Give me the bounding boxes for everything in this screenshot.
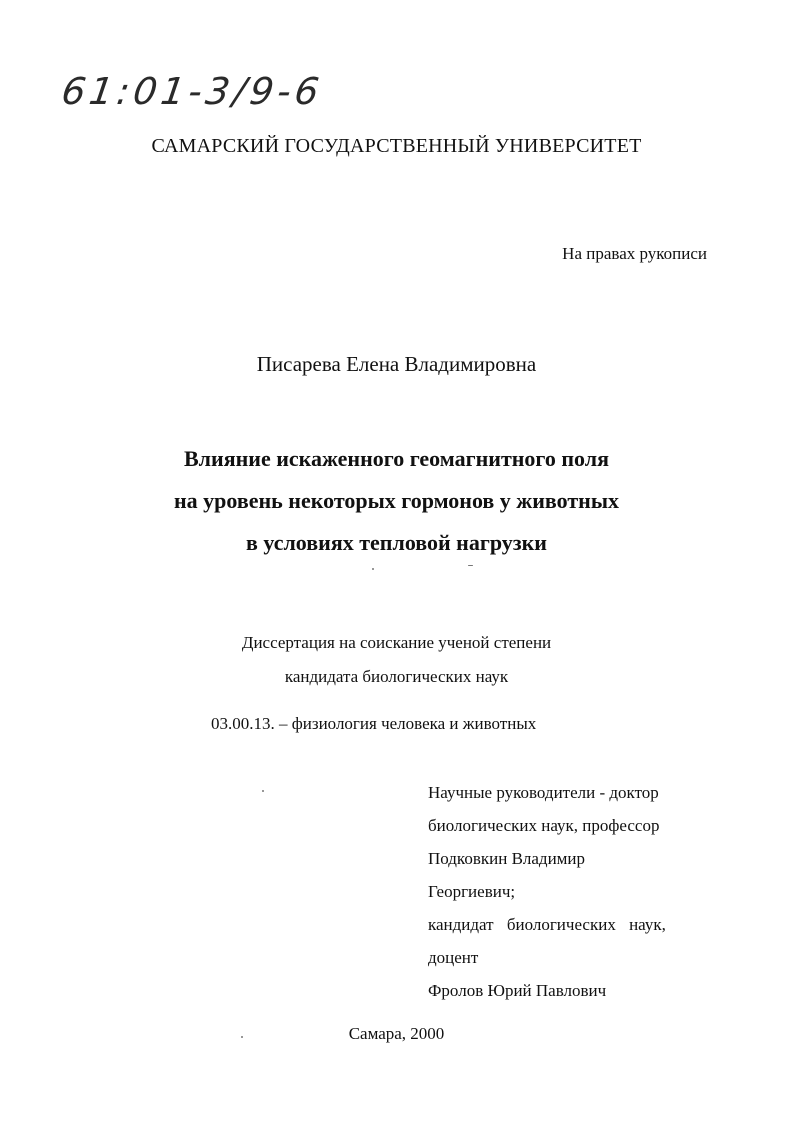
supervisor-line: биологических наук, профессор: [428, 816, 660, 835]
author-name: Писарева Елена Владимировна: [256, 352, 537, 376]
supervisor-line: Научные руководители - доктор: [428, 783, 659, 802]
city-year: Самара, 2000: [348, 1024, 445, 1043]
supervisor-line: Подковкин Владимир: [428, 849, 586, 868]
specialty-code: 03.00.13. – физиология человека и животных: [211, 714, 537, 733]
rights-note: На правах рукописи: [562, 244, 707, 263]
scan-speck: [468, 565, 473, 566]
supervisors-block: [428, 776, 666, 1007]
supervisor-line: доцент: [428, 948, 479, 967]
degree-statement: [0, 626, 793, 694]
supervisor-line: Георгиевич;: [428, 882, 516, 901]
supervisor-line: Фролов Юрий Павлович: [428, 981, 607, 1000]
scan-speck: [372, 568, 374, 570]
title-line: в условиях тепловой нагрузки: [246, 530, 547, 555]
degree-line: кандидата биологических наук: [284, 667, 509, 686]
archive-stamp: 61:01-3/9-6: [58, 70, 326, 113]
title-line: на уровень некоторых гормонов у животных: [173, 488, 620, 513]
supervisor-line: кандидат биологических наук,: [428, 915, 666, 934]
degree-line: Диссертация на соискание ученой степени: [241, 633, 552, 652]
scan-speck: [241, 1036, 243, 1038]
title-line: Влияние искаженного геомагнитного поля: [184, 446, 609, 471]
dissertation-title: [0, 438, 793, 564]
university-name: САМАРСКИЙ ГОСУДАРСТВЕННЫЙ УНИВЕРСИТЕТ: [151, 135, 642, 157]
scan-speck: [262, 790, 264, 792]
